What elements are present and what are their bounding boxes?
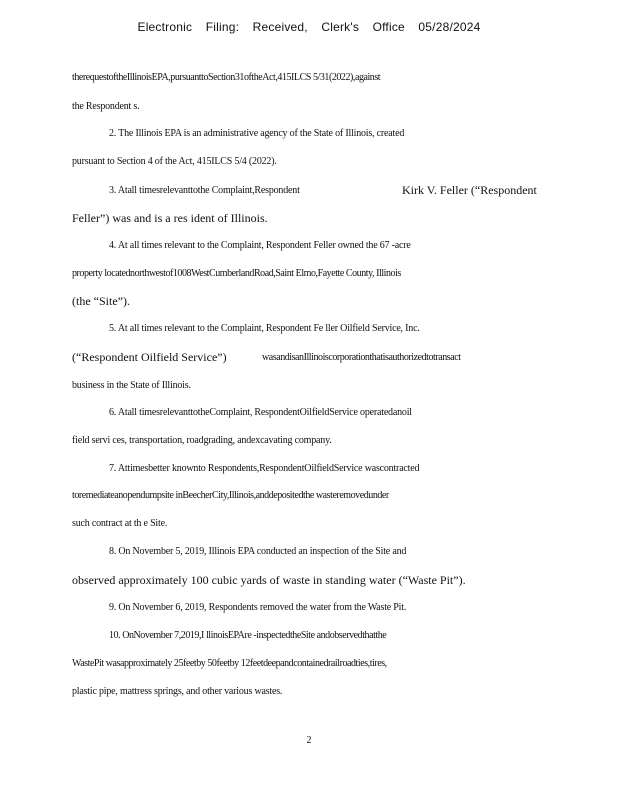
paragraph-7-line-1: 7. Attimesbetter knownto Respondents,RespondentOilfieldService wascontracted: [109, 463, 420, 474]
page-number: 2: [306, 735, 312, 746]
paragraph-5-line-2: wasandisanIllinoiscorporationthatisauthorizedtotransact: [262, 352, 461, 363]
paragraph-5-line-1: 5. At all times relevant to the Complaint, Respondent Fe ller Oilfield Service, Inc.: [109, 323, 420, 334]
paragraph-7-line-2: toremediateanopendumpsite inBeecherCity,Illinois,anddepositedthe wasteremovedunder: [72, 490, 389, 501]
paragraph-4-line-1: 4. At all times relevant to the Complaint, Respondent Feller owned the 67 -acre: [109, 240, 411, 251]
body-line-1: therequestoftheIllinoisEPA,pursuanttoSection31oftheAct,415ILCS 5/31(2022),against: [72, 72, 381, 83]
paragraph-6-line-2: field servi ces, transportation, roadgrading, andexcavating company.: [72, 435, 332, 446]
paragraph-10-line-1: 10. OnNovember 7,2019,I llinoisEPAre -inspectedtheSite andobservedthatthe: [109, 630, 387, 641]
paragraph-10-line-3: plastic pipe, mattress springs, and other various wastes.: [72, 686, 283, 697]
paragraph-5-oilfield-service-name: (“Respondent Oilfield Service”): [72, 350, 227, 364]
paragraph-3-line-1: 3. Atall timesrelevanttothe Complaint,Respondent: [109, 185, 300, 196]
paragraph-6-line-1: 6. Atall timesrelevanttotheComplaint, RespondentOilfieldService operatedanoil: [109, 407, 412, 418]
paragraph-2-line-1: 2. The Illinois EPA is an administrative agency of the State of Illinois, created: [109, 128, 405, 139]
paragraph-4-line-3: (the “Site”).: [72, 294, 130, 308]
paragraph-4-line-2: property locatednorthwestof1008WestCumberlandRoad,Saint Elmo,Fayette County, Illinois: [72, 268, 401, 279]
paragraph-5-line-3: business in the State of Illinois.: [72, 380, 191, 391]
paragraph-10-line-2: WastePit wasapproximately 25feetby 50feetby 12feetdeepandcontainedrailroadties,tires,: [72, 658, 387, 669]
paragraph-3-line-2: Feller”) was and is a res ident of Illinois.: [72, 211, 268, 225]
efiling-header: Electronic Filing: Received, Clerk's Office 05/28/2024: [137, 20, 481, 34]
paragraph-8-line-1: 8. On November 5, 2019, Illinois EPA conducted an inspection of the Site and: [109, 546, 407, 557]
paragraph-9-line-1: 9. On November 6, 2019, Respondents removed the water from the Waste Pit.: [109, 602, 407, 613]
paragraph-2-line-2: pursuant to Section 4 of the Act, 415ILCS 5/4 (2022).: [72, 156, 277, 167]
paragraph-3-respondent-name: Kirk V. Feller (“Respondent: [402, 183, 537, 197]
paragraph-7-line-3: such contract at th e Site.: [72, 518, 168, 529]
paragraph-8-line-2: observed approximately 100 cubic yards of waste in standing water (“Waste Pit”).: [72, 573, 466, 587]
body-line-2: the Respondent s.: [72, 101, 140, 112]
